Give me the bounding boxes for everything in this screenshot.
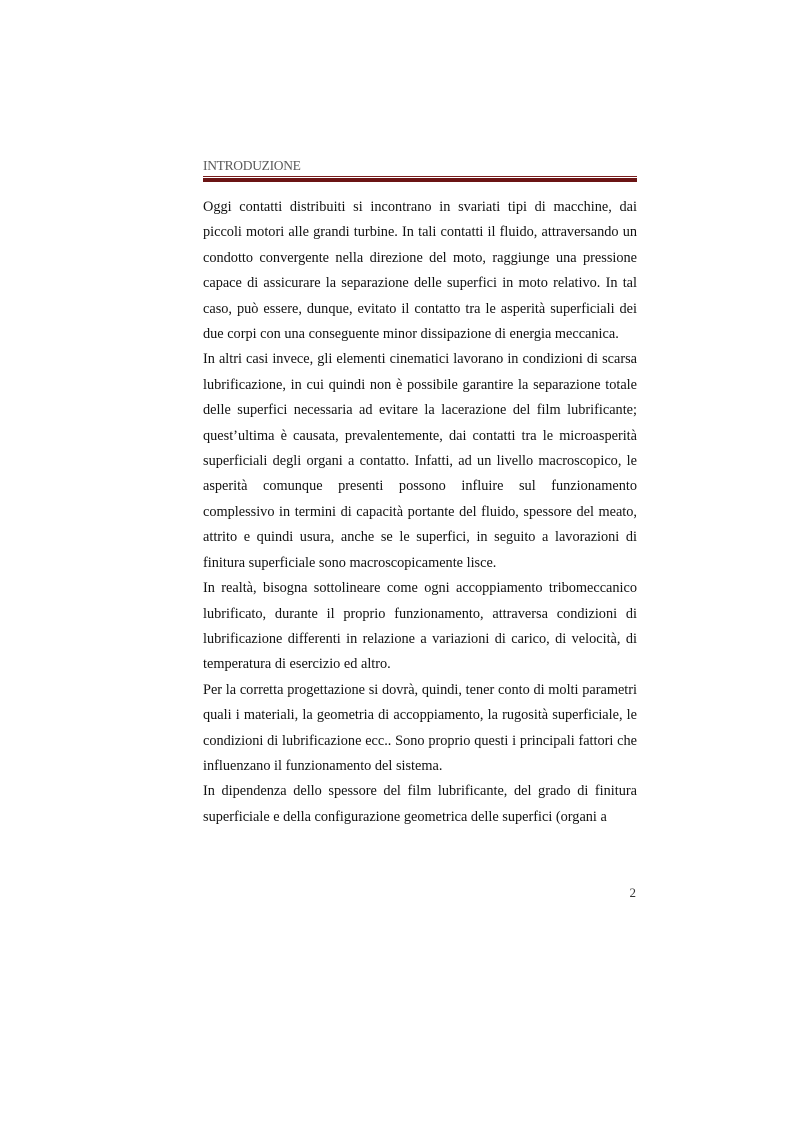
running-header xyxy=(203,158,637,174)
paragraph: In dipendenza dello spessore del film lubrificante, del grado di finitura superficiale e della configurazione geometrica delle superfici (organi a xyxy=(203,783,637,825)
paragraph: Per la corretta progettazione si dovrà, quindi, tener conto di molti parametri quali i materiali, la geometria di accoppiamento, la rugosità superficiale, le condizioni di lubrificazione ecc.. Sono proprio questi i principali fattori che influenzano il funzionamento del sistema. xyxy=(203,681,637,774)
chapter-title: INTRODUZIONE xyxy=(203,158,301,173)
paragraph: In realtà, bisogna sottolineare come ogni accoppiamento tribomeccanico lubrificato, durante il proprio funzionamento, attraversa condizioni di lubrificazione differenti in relazione a variazioni di carico, di velocità, di temperatura di esercizio ed altro. xyxy=(203,580,637,673)
paragraph: Oggi contatti distribuiti si incontrano in svariati tipi di macchine, dai piccoli motori alle grandi turbine. In tali contatti il fluido, attraversando un condotto convergente nella direzione del moto, raggiunge una pressione capace di assicurare la separazione delle superfici in moto relativo. In tal caso, può essere, dunque, evitato il contatto tra le asperità superficiali dei due corpi con una conseguente minor dissipazione di energia meccanica. xyxy=(203,199,637,343)
paragraph: In altri casi invece, gli elementi cinematici lavorano in condizioni di scarsa lubrificazione, in cui quindi non è possibile garantire la separazione totale delle superfici necessaria ad evitare la lacerazione del film lubrificante; quest’ultima è causata, prevalentemente, dai contatti tra le microasperità superficiali degli organi a contatto. Infatti, ad un livello macroscopico, le asperità comunque presenti possono influire sul funzionamento complessivo in termini di capacità portante del fluido, spessore del meato, attrito e quindi usura, anche se le superfici, in seguito a lavorazioni di finitura superficiale sono macroscopicamente lisce. xyxy=(203,351,637,571)
header-rule-thick xyxy=(203,178,637,182)
header-rule-thin xyxy=(203,176,637,177)
page-number: 2 xyxy=(629,885,636,900)
body-text xyxy=(203,195,637,830)
